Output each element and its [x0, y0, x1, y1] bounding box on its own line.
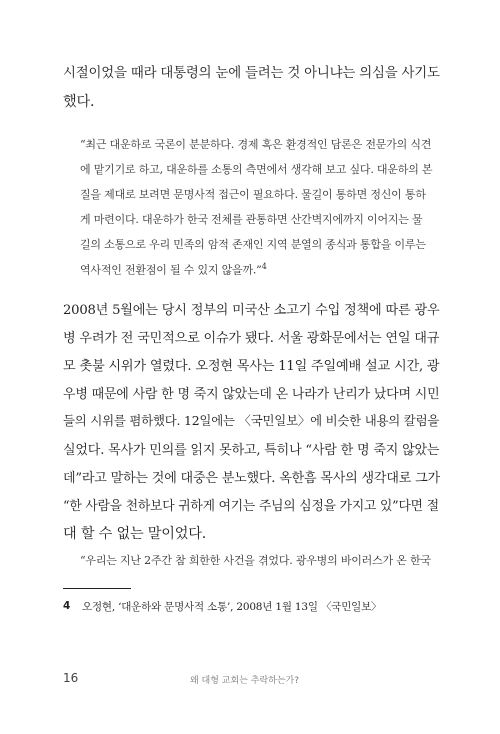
body-line: 데”라고 말하는 것에 대중은 분노했다. 옥한흠 목사의 생각대로 그가: [63, 471, 440, 486]
body-line: 들의 시위를 폄하했다. 12일에는 〈국민일보〉에 비슷한 내용의 칼럼을: [63, 413, 440, 428]
body-line: 시절이었을 때라 대통령의 눈에 들려는 것 아니냐는 의심을 사기도: [63, 66, 440, 81]
body-line: 병 우려가 전 국민적으로 이슈가 됐다. 서울 광화문에서는 연일 대규: [63, 331, 440, 346]
page-number: 16: [63, 671, 79, 685]
quote-line: 질을 제대로 보려면 문명사적 접근이 필요하다. 물길이 통하면 정신이 통하: [80, 188, 426, 201]
quote-line: 에 맡기기로 하고, 대운하를 소통의 측면에서 생각해 보고 싶다. 대운하의 본: [80, 163, 433, 176]
quote-line: 길의 소통으로 우리 민족의 암적 존재인 지역 분열의 종식과 통합을 이루는: [80, 238, 426, 251]
footnote-divider: [63, 588, 131, 589]
body-line: “한 사람을 천하보다 귀하게 여기는 주님의 심정을 가지고 있”다면 절: [63, 499, 439, 514]
body-line: 실었다. 목사가 민의를 읽지 못하고, 특히나 “사람 한 명 죽지 않았는: [63, 443, 440, 458]
quote-line-last: [80, 261, 267, 278]
body-line: 우병 때문에 사람 한 명 죽지 않았는데 온 나라가 난리가 났다며 시민: [63, 387, 440, 402]
footnote-text: 오정현, ‘대운하와 문명사적 소통’, 2008년 1월 13일 〈국민일보〉: [82, 601, 382, 613]
quote-text: 역사적인 전환점이 될 수 있지 않을까.”: [80, 263, 262, 277]
running-title: 왜 대형 교회는 추락하는가?: [190, 676, 299, 686]
quote-line: “최근 대운하로 국론이 분분하다. 경제 혹은 환경적인 담론은 전문가의 식견: [80, 138, 432, 151]
quote-line: “우리는 지난 2주간 참 희한한 사건을 겪었다. 광우병의 바이러스가 온 한국: [80, 554, 431, 567]
body-line: 모 촛불 시위가 열렸다. 오정현 목사는 11일 주일예배 설교 시간, 광: [63, 359, 440, 374]
footnote-number: 4: [63, 600, 71, 612]
footnote-reference: 4: [261, 261, 267, 271]
body-line: 했다.: [63, 94, 95, 110]
quote-line: 게 마련이다. 대운하가 한국 전체를 관통하면 산간벽지에까지 이어지는 물: [80, 213, 423, 226]
body-line: 대 할 수 없는 말이었다.: [63, 526, 207, 542]
body-line: 2008년 5월에는 당시 정부의 미국산 소고기 수입 정책에 따른 광우: [63, 303, 440, 318]
